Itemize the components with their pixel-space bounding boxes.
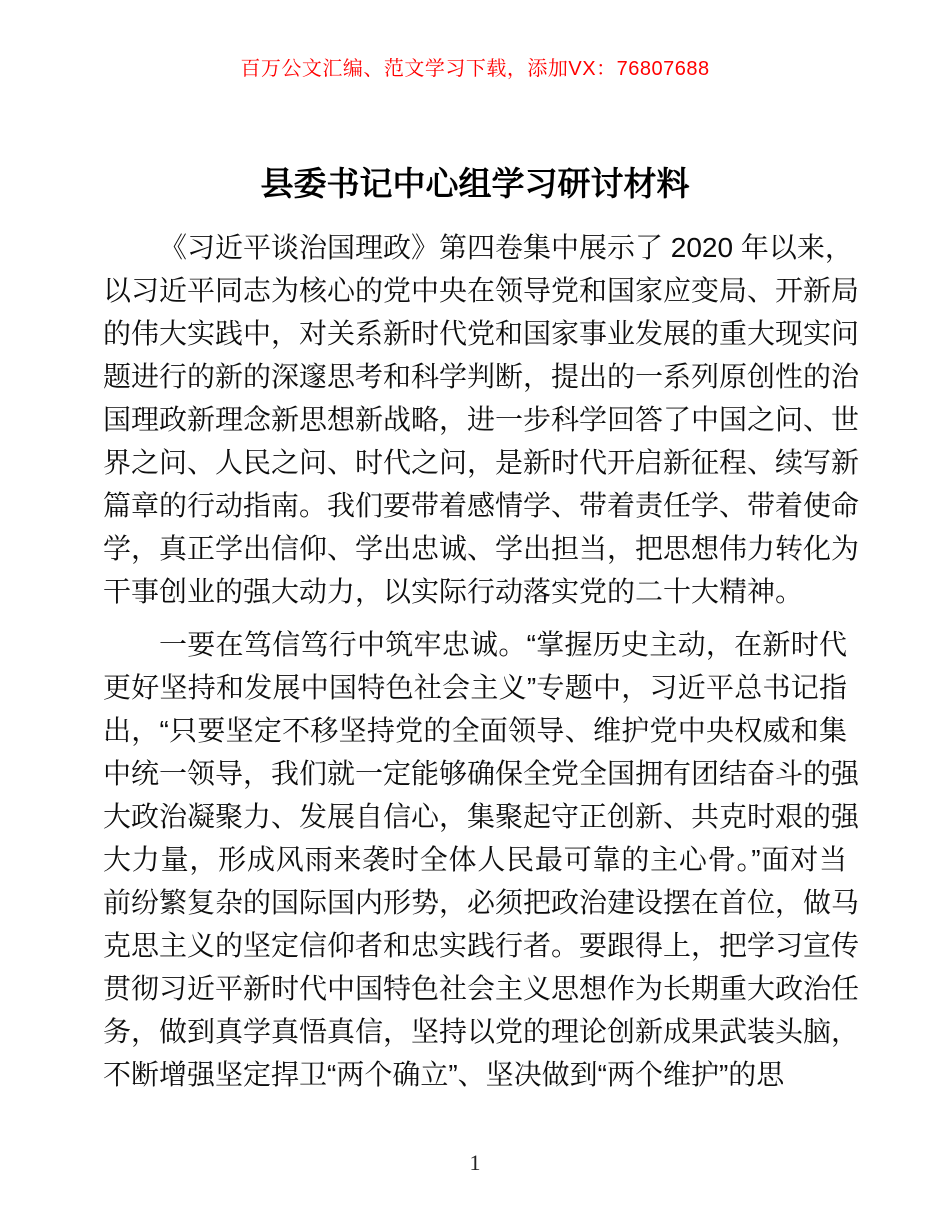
text-line: 篇章的行动指南。我们要带着感情学、带着责任学、带着使命	[103, 490, 860, 521]
text-line: 界之问、人民之问、时代之问，是新时代开启新征程、续写新	[103, 447, 860, 478]
text-line: 学，真正学出信仰、学出忠诚、学出担当，把思想伟力转化为	[103, 533, 860, 564]
text-line: 贯彻习近平新时代中国特色社会主义思想作为长期重大政治任	[103, 973, 860, 1004]
paragraph	[103, 226, 860, 613]
text-line: 不断增强坚定捍卫“两个确立”、坚决做到“两个维护”的思	[103, 1059, 785, 1090]
text-line: 更好坚持和发展中国特色社会主义”专题中，习近平总书记指	[103, 672, 847, 703]
paragraph	[103, 623, 860, 1096]
text-line: 出，“只要坚定不移坚持党的全面领导、维护党中央权威和集	[103, 715, 847, 746]
text-line: 国理政新理念新思想新战略，进一步科学回答了中国之问、世	[103, 404, 860, 435]
text-line: 中统一领导，我们就一定能够确保全党全国拥有团结奋斗的强	[103, 758, 860, 789]
text-line: 《习近平谈治国理政》第四卷集中展示了 2020 年以来，	[159, 232, 853, 263]
text-line: 大政治凝聚力、发展自信心，集聚起守正创新、共克时艰的强	[103, 801, 860, 832]
text-line: 一要在笃信笃行中筑牢忠诚。“掌握历史主动，在新时代	[159, 629, 847, 660]
text-line: 题进行的新的深邃思考和科学判断，提出的一系列原创性的治	[103, 361, 860, 392]
text-line: 干事创业的强大动力，以实际行动落实党的二十大精神。	[103, 576, 804, 607]
promo-header-text: 百万公文汇编、范文学习下载，添加VX：76807688	[240, 58, 710, 80]
text-line: 大力量，形成风雨来袭时全体人民最可靠的主心骨。”面对当	[103, 844, 847, 875]
text-line: 前纷繁复杂的国际国内形势，必须把政治建设摆在首位，做马	[103, 887, 860, 918]
text-line: 的伟大实践中，对关系新时代党和国家事业发展的重大现实问	[103, 318, 860, 349]
document-body	[103, 226, 860, 1096]
text-line: 克思主义的坚定信仰者和忠实践行者。要跟得上，把学习宣传	[103, 930, 860, 961]
page-number: 1	[469, 1150, 481, 1175]
document-title: 县委书记中心组学习研讨材料	[260, 165, 690, 202]
text-line: 务，做到真学真悟真信，坚持以党的理论创新成果武装头脑，	[103, 1016, 860, 1047]
text-line: 以习近平同志为核心的党中央在领导党和国家应变局、开新局	[103, 275, 860, 306]
